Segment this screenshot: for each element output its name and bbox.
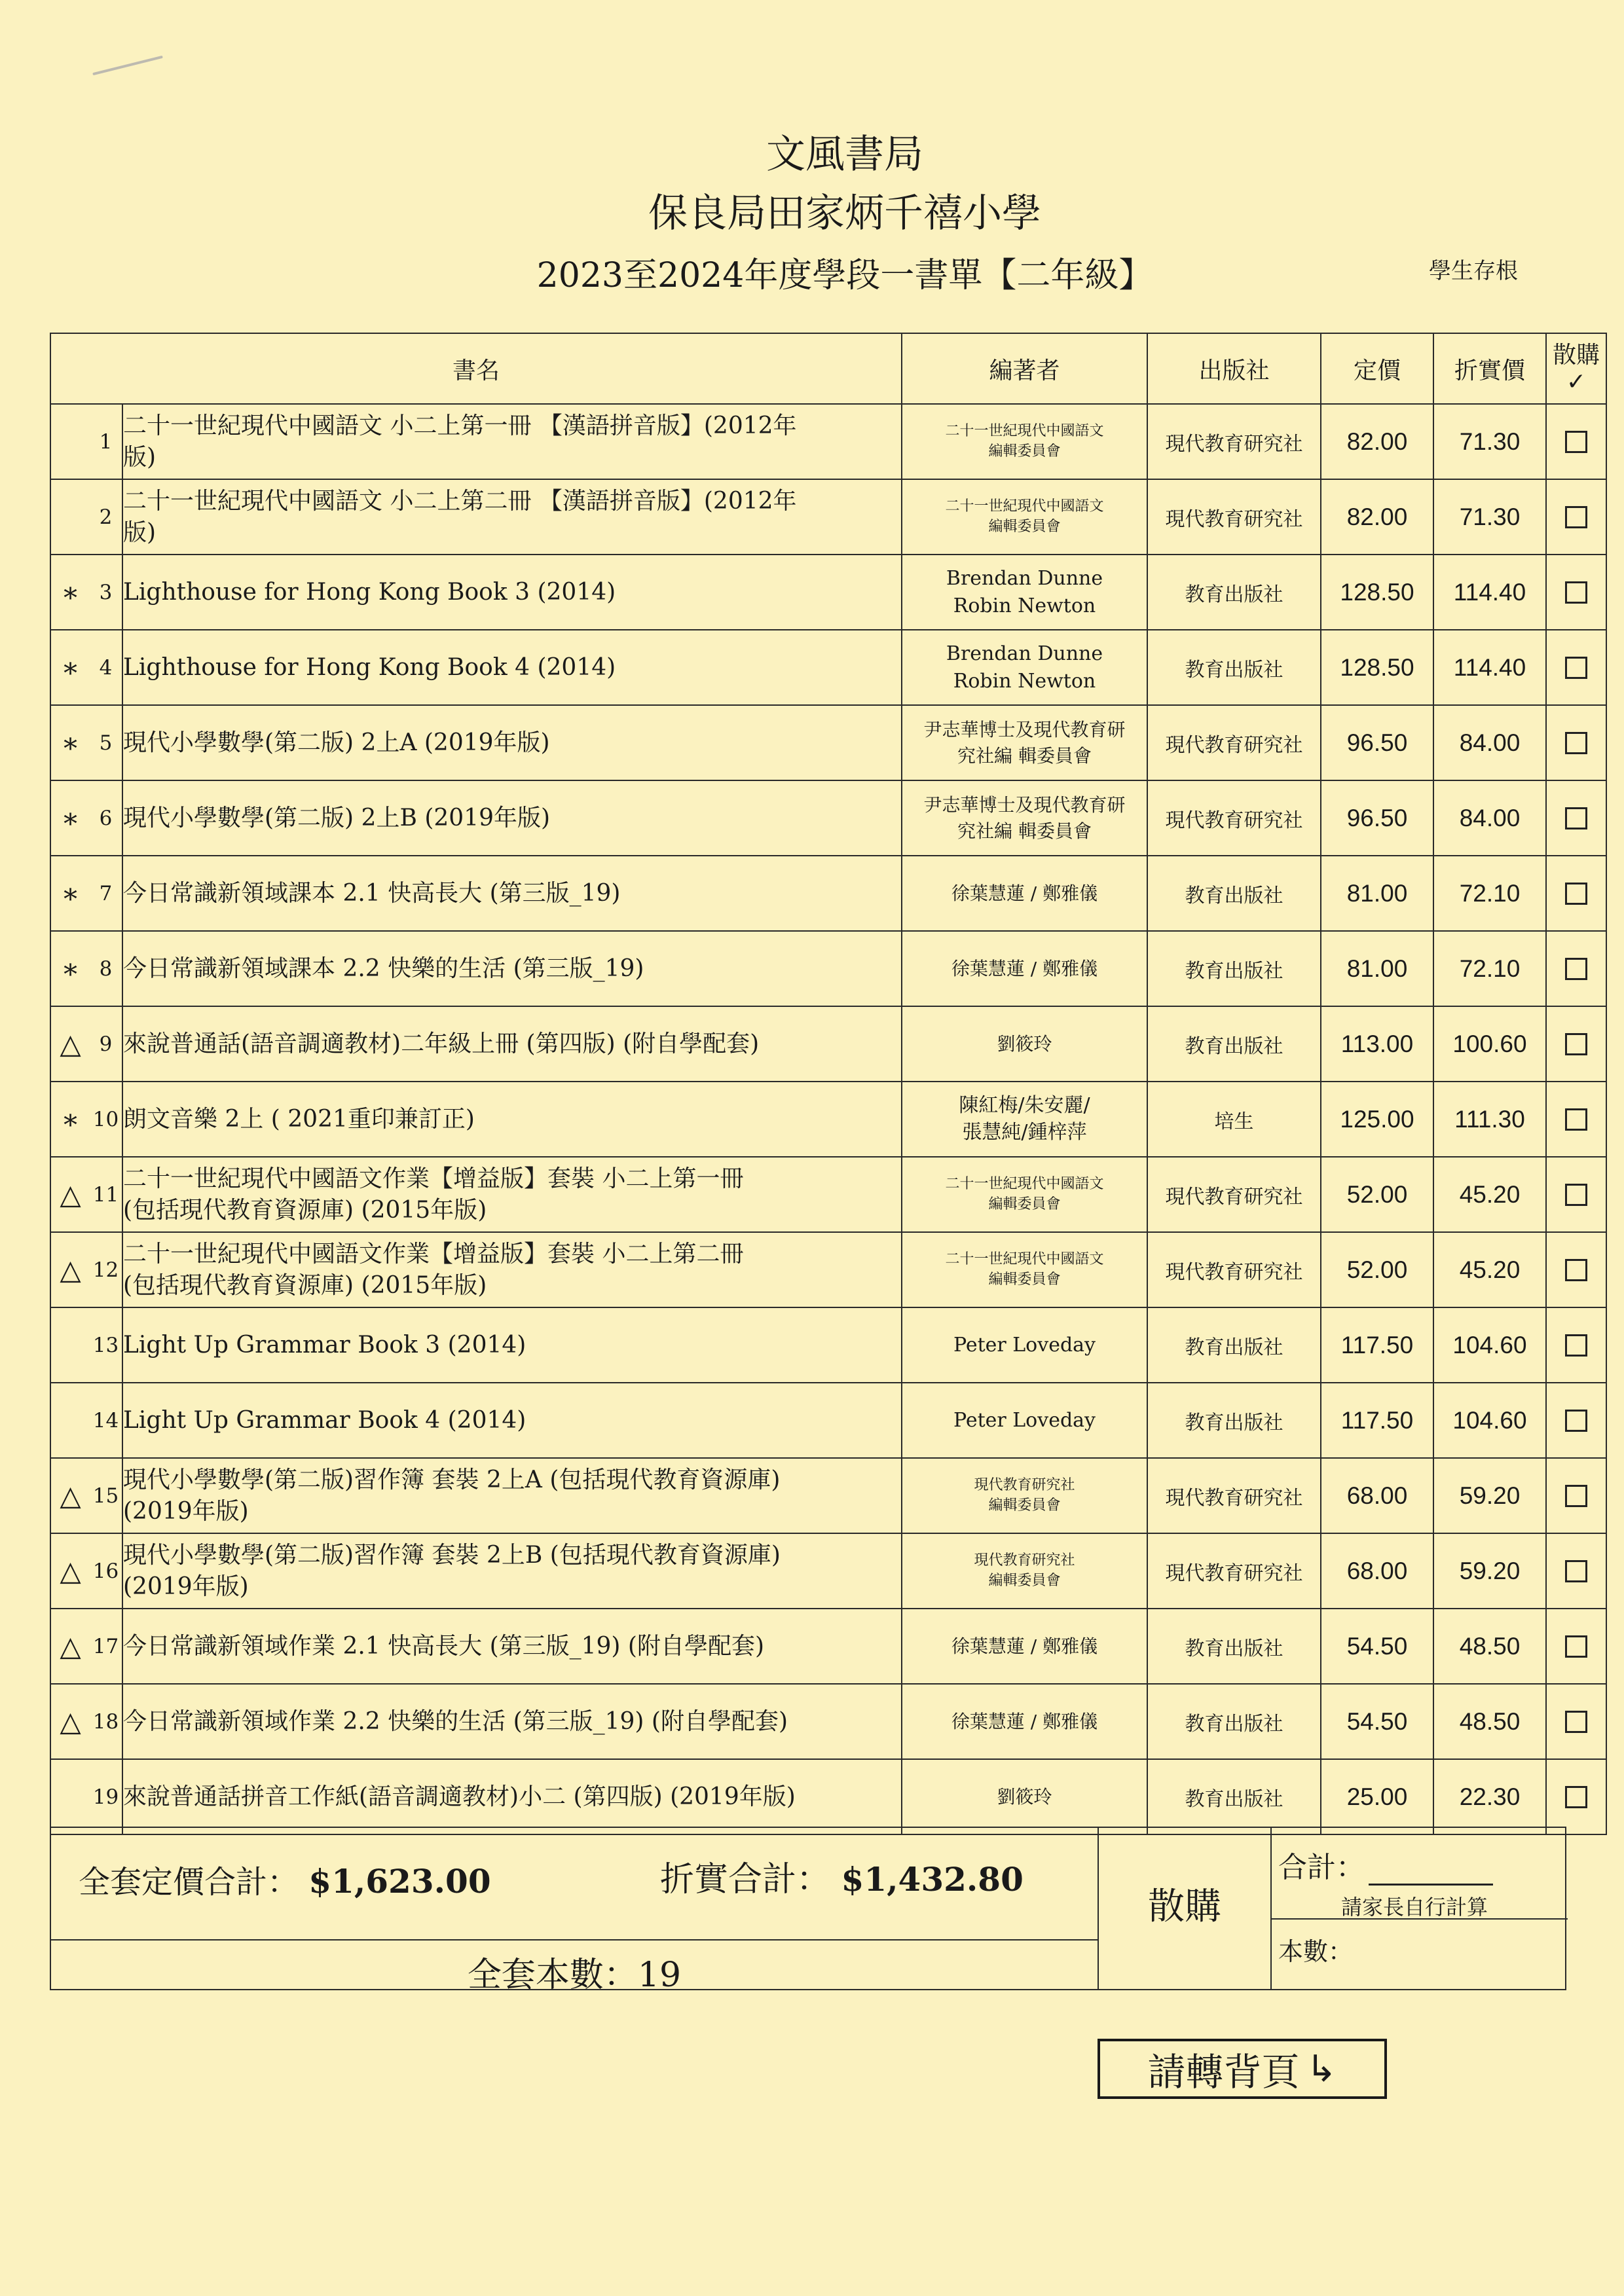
row-mark: ∗ xyxy=(50,705,90,780)
summary-box xyxy=(50,1827,1566,1995)
row-mark: △ xyxy=(50,1232,90,1307)
book-author xyxy=(902,1533,1147,1609)
book-title-line: 二十一世紀現代中國語文 小二上第一冊 【漢語拼音版】(2012年 xyxy=(123,412,797,439)
list-price: 25.00 xyxy=(1321,1759,1433,1834)
book-title xyxy=(122,1157,902,1232)
book-author xyxy=(902,1458,1147,1533)
optional-buy-checkbox[interactable] xyxy=(1565,657,1587,679)
table-row xyxy=(50,1232,1606,1307)
row-number: 4 xyxy=(90,630,122,705)
book-title xyxy=(122,1307,902,1383)
optional-buy-checkbox[interactable] xyxy=(1565,807,1587,829)
discount-price: 59.20 xyxy=(1433,1458,1546,1533)
row-mark: ∗ xyxy=(50,555,90,630)
row-mark xyxy=(50,1383,90,1458)
author-line: 究社編 輯委員會 xyxy=(957,820,1092,842)
book-author xyxy=(902,1684,1147,1759)
optional-buy-checkbox[interactable] xyxy=(1565,732,1587,754)
book-author xyxy=(902,1609,1147,1684)
book-publisher: 教育出版社 xyxy=(1147,1609,1321,1684)
book-title-line: 現代小學數學(第二版)習作簿 套裝 2上B (包括現代教育資源庫) xyxy=(123,1541,781,1569)
book-publisher: 現代教育研究社 xyxy=(1147,404,1321,479)
book-author xyxy=(902,555,1147,630)
book-title xyxy=(122,1609,902,1684)
book-title-line: 現代小學數學(第二版)習作簿 套裝 2上A (包括現代教育資源庫) xyxy=(123,1466,781,1493)
book-author xyxy=(902,1082,1147,1157)
optional-buy-checkbox[interactable] xyxy=(1565,883,1587,905)
optional-buy-checkbox[interactable] xyxy=(1565,1184,1587,1206)
col-header-list-price: 定價 xyxy=(1321,333,1433,404)
optional-buy-checkbox[interactable] xyxy=(1565,506,1587,528)
table-row xyxy=(50,1533,1606,1609)
discount-price: 104.60 xyxy=(1433,1383,1546,1458)
table-row xyxy=(50,856,1606,931)
book-title xyxy=(122,479,902,555)
discount-total-value: $1,432.80 xyxy=(841,1860,1024,1899)
list-price: 117.50 xyxy=(1321,1307,1433,1383)
author-line: Robin Newton xyxy=(953,669,1096,693)
row-mark: △ xyxy=(50,1533,90,1609)
author-line: 編輯委員會 xyxy=(988,518,1061,535)
book-title xyxy=(122,1759,902,1834)
row-mark: △ xyxy=(50,1458,90,1533)
book-publisher: 現代教育研究社 xyxy=(1147,1157,1321,1232)
row-mark: △ xyxy=(50,1006,90,1082)
author-line: Brendan Dunne xyxy=(946,642,1103,665)
discount-price: 72.10 xyxy=(1433,856,1546,931)
book-publisher: 現代教育研究社 xyxy=(1147,1232,1321,1307)
optional-buy-cell xyxy=(1546,1383,1606,1458)
book-title-line: (包括現代教育資源庫) (2015年版) xyxy=(123,1271,487,1299)
please-turn-over-label: 請轉背頁 xyxy=(1147,2050,1300,2094)
row-number: 16 xyxy=(90,1533,122,1609)
discount-price: 45.20 xyxy=(1433,1157,1546,1232)
book-author xyxy=(902,780,1147,856)
author-line: Peter Loveday xyxy=(953,1408,1096,1432)
table-row xyxy=(50,555,1606,630)
table-row xyxy=(50,1082,1606,1157)
book-publisher: 教育出版社 xyxy=(1147,1307,1321,1383)
author-line: 二十一世紀現代中國語文 xyxy=(945,422,1104,439)
row-mark: ∗ xyxy=(50,630,90,705)
book-publisher: 教育出版社 xyxy=(1147,856,1321,931)
book-publisher: 現代教育研究社 xyxy=(1147,479,1321,555)
please-turn-over xyxy=(1098,2039,1387,2099)
book-title-line: 現代小學數學(第二版) 2上A (2019年版) xyxy=(123,729,550,756)
author-line: Robin Newton xyxy=(953,594,1096,617)
table-row xyxy=(50,705,1606,780)
book-title xyxy=(122,1383,902,1458)
book-author xyxy=(902,404,1147,479)
book-author xyxy=(902,630,1147,705)
book-title xyxy=(122,705,902,780)
book-title-line: 朗文音樂 2上 ( 2021重印兼訂正) xyxy=(123,1105,475,1133)
list-price-total xyxy=(79,1857,491,1902)
row-number: 19 xyxy=(90,1759,122,1834)
list-price: 96.50 xyxy=(1321,780,1433,856)
row-number: 3 xyxy=(90,555,122,630)
author-line: 二十一世紀現代中國語文 xyxy=(945,498,1104,515)
row-mark xyxy=(50,479,90,555)
discount-price: 45.20 xyxy=(1433,1232,1546,1307)
subtotal-write-line[interactable] xyxy=(1369,1857,1493,1886)
col-header-discount-price: 折實價 xyxy=(1433,333,1546,404)
row-number: 14 xyxy=(90,1383,122,1458)
book-author xyxy=(902,1157,1147,1232)
book-publisher: 教育出版社 xyxy=(1147,1759,1321,1834)
author-line: 究社編 輯委員會 xyxy=(957,744,1092,767)
optional-buy-cell xyxy=(1546,1307,1606,1383)
row-number: 1 xyxy=(90,404,122,479)
discount-price: 114.40 xyxy=(1433,555,1546,630)
row-number: 2 xyxy=(90,479,122,555)
row-mark: ∗ xyxy=(50,931,90,1006)
book-title-line: Light Up Grammar Book 4 (2014) xyxy=(123,1406,526,1434)
book-title-line: 今日常識新領域課本 2.2 快樂的生活 (第三版_19) xyxy=(123,955,644,982)
author-line: 徐葉慧蓮 / 鄭雅儀 xyxy=(951,1635,1098,1657)
book-title xyxy=(122,630,902,705)
book-author xyxy=(902,479,1147,555)
book-title xyxy=(122,1458,902,1533)
optional-buy-summary-label: 散購 xyxy=(1148,1886,1221,1928)
book-title-line: 二十一世紀現代中國語文作業【增益版】套裝 小二上第二冊 xyxy=(123,1240,744,1267)
optional-buy-checkbox[interactable] xyxy=(1565,1711,1587,1733)
optional-buy-checkbox[interactable] xyxy=(1565,1108,1587,1131)
book-title xyxy=(122,1232,902,1307)
book-count xyxy=(51,1947,1098,1996)
author-line: 現代教育研究社 xyxy=(974,1552,1075,1569)
optional-buy-label: 散購 xyxy=(1552,341,1600,369)
book-title xyxy=(122,780,902,856)
book-title xyxy=(122,931,902,1006)
author-line: Peter Loveday xyxy=(953,1333,1096,1357)
optional-buy-cell xyxy=(1546,630,1606,705)
book-title xyxy=(122,555,902,630)
table-row xyxy=(50,404,1606,479)
book-title-line: Light Up Grammar Book 3 (2014) xyxy=(123,1331,526,1358)
author-line: 劉筱玲 xyxy=(997,1785,1052,1808)
book-title-line: 二十一世紀現代中國語文作業【增益版】套裝 小二上第一冊 xyxy=(123,1165,744,1192)
book-title-line: 今日常識新領域課本 2.1 快高長大 (第三版_19) xyxy=(123,879,621,907)
list-price: 81.00 xyxy=(1321,931,1433,1006)
discount-price: 59.20 xyxy=(1433,1533,1546,1609)
book-publisher: 現代教育研究社 xyxy=(1147,705,1321,780)
row-number: 9 xyxy=(90,1006,122,1082)
parent-calc-note: 請家長自行計算 xyxy=(1341,1895,1488,1920)
optional-buy-checkbox[interactable] xyxy=(1565,1259,1587,1281)
optional-buy-cell xyxy=(1546,780,1606,856)
discount-price: 111.30 xyxy=(1433,1082,1546,1157)
book-title xyxy=(122,404,902,479)
discount-price: 48.50 xyxy=(1433,1684,1546,1759)
list-price: 68.00 xyxy=(1321,1458,1433,1533)
list-price: 54.50 xyxy=(1321,1684,1433,1759)
discount-price: 48.50 xyxy=(1433,1609,1546,1684)
list-price: 128.50 xyxy=(1321,630,1433,705)
turn-arrow-icon: ↳ xyxy=(1306,2047,1337,2090)
book-title xyxy=(122,1533,902,1609)
row-number: 18 xyxy=(90,1684,122,1759)
list-price: 82.00 xyxy=(1321,479,1433,555)
optional-buy-checkbox[interactable] xyxy=(1565,1334,1587,1357)
author-line: 二十一世紀現代中國語文 xyxy=(945,1175,1104,1192)
optional-buy-cell xyxy=(1546,1759,1606,1834)
table-row xyxy=(50,1383,1606,1458)
row-number: 15 xyxy=(90,1458,122,1533)
optional-buy-cell xyxy=(1546,1609,1606,1684)
booklist-table xyxy=(50,333,1607,1835)
book-author xyxy=(902,705,1147,780)
optional-buy-checkbox[interactable] xyxy=(1565,958,1587,980)
list-price-total-value: $1,623.00 xyxy=(308,1862,491,1901)
book-title-line: 版) xyxy=(123,443,157,471)
table-row xyxy=(50,479,1606,555)
author-line: Brendan Dunne xyxy=(946,566,1103,590)
book-title xyxy=(122,856,902,931)
discount-total-label: 折實合計： xyxy=(660,1860,831,1899)
row-mark: ∗ xyxy=(50,780,90,856)
discount-price: 22.30 xyxy=(1433,1759,1546,1834)
optional-buy-checkbox[interactable] xyxy=(1565,1033,1587,1055)
optional-buy-cell xyxy=(1546,1684,1606,1759)
discount-price: 104.60 xyxy=(1433,1307,1546,1383)
table-row xyxy=(50,1157,1606,1232)
scan-mark xyxy=(92,56,163,75)
book-title-line: 現代小學數學(第二版) 2上B (2019年版) xyxy=(123,804,551,831)
row-number: 12 xyxy=(90,1232,122,1307)
book-author xyxy=(902,1383,1147,1458)
table-row xyxy=(50,931,1606,1006)
optional-buy-checkbox[interactable] xyxy=(1565,1786,1587,1808)
list-price: 54.50 xyxy=(1321,1609,1433,1684)
book-title-line: 二十一世紀現代中國語文 小二上第二冊 【漢語拼音版】(2012年 xyxy=(123,487,797,515)
author-line: 徐葉慧蓮 / 鄭雅儀 xyxy=(951,882,1098,904)
table-row xyxy=(50,1307,1606,1383)
author-line: 徐葉慧蓮 / 鄭雅儀 xyxy=(951,957,1098,979)
row-mark: △ xyxy=(50,1609,90,1684)
book-author xyxy=(902,1006,1147,1082)
optional-buy-cell xyxy=(1546,1458,1606,1533)
list-price: 96.50 xyxy=(1321,705,1433,780)
optional-subtotal-label: 合計： xyxy=(1278,1851,1365,1884)
book-author xyxy=(902,1759,1147,1834)
list-price: 52.00 xyxy=(1321,1232,1433,1307)
list-price: 52.00 xyxy=(1321,1157,1433,1232)
discount-price: 114.40 xyxy=(1433,630,1546,705)
row-number: 6 xyxy=(90,780,122,856)
book-author xyxy=(902,1307,1147,1383)
discount-total xyxy=(660,1851,1024,1901)
author-line: 徐葉慧蓮 / 鄭雅儀 xyxy=(951,1710,1098,1732)
list-price: 68.00 xyxy=(1321,1533,1433,1609)
book-title-line: 今日常識新領域作業 2.2 快樂的生活 (第三版_19) (附自學配套) xyxy=(123,1707,788,1735)
book-publisher: 教育出版社 xyxy=(1147,1383,1321,1458)
book-title-line: Lighthouse for Hong Kong Book 3 (2014) xyxy=(123,578,616,606)
row-number: 11 xyxy=(90,1157,122,1232)
discount-price: 72.10 xyxy=(1433,931,1546,1006)
optional-buy-checkbox[interactable] xyxy=(1565,1410,1587,1432)
table-row xyxy=(50,1006,1606,1082)
row-mark: ∗ xyxy=(50,856,90,931)
optional-buy-checkbox[interactable] xyxy=(1565,1635,1587,1658)
book-publisher: 教育出版社 xyxy=(1147,1684,1321,1759)
book-publisher: 教育出版社 xyxy=(1147,1006,1321,1082)
row-number: 17 xyxy=(90,1609,122,1684)
optional-buy-cell xyxy=(1546,856,1606,931)
author-line: 二十一世紀現代中國語文 xyxy=(945,1250,1104,1267)
book-title-line: (2019年版) xyxy=(123,1573,249,1600)
book-publisher: 培生 xyxy=(1147,1082,1321,1157)
row-mark: ∗ xyxy=(50,1082,90,1157)
row-number: 13 xyxy=(90,1307,122,1383)
book-author xyxy=(902,856,1147,931)
book-title xyxy=(122,1684,902,1759)
check-mark-icon: ✓ xyxy=(1566,369,1587,395)
col-header-publisher: 出版社 xyxy=(1147,333,1321,404)
book-count-label: 全套本數： xyxy=(467,1956,638,1995)
author-line: 編輯委員會 xyxy=(988,1195,1061,1212)
discount-price: 84.00 xyxy=(1433,705,1546,780)
list-price: 117.50 xyxy=(1321,1383,1433,1458)
table-row xyxy=(50,630,1606,705)
discount-price: 71.30 xyxy=(1433,404,1546,479)
school-name: 保良局田家炳千禧小學 xyxy=(648,191,1041,236)
list-price: 128.50 xyxy=(1321,555,1433,630)
optional-buy-cell xyxy=(1546,1157,1606,1232)
row-number: 7 xyxy=(90,856,122,931)
row-mark: △ xyxy=(50,1684,90,1759)
optional-buy-cell xyxy=(1546,1232,1606,1307)
row-number: 10 xyxy=(90,1082,122,1157)
author-line: 劉筱玲 xyxy=(997,1032,1052,1055)
book-title-line: 來說普通話(語音調適教材)二年級上冊 (第四版) (附自學配套) xyxy=(123,1030,760,1057)
list-price: 82.00 xyxy=(1321,404,1433,479)
optional-buy-cell xyxy=(1546,1006,1606,1082)
optional-buy-checkbox[interactable] xyxy=(1565,431,1587,453)
author-line: 編輯委員會 xyxy=(988,1271,1061,1288)
optional-buy-cell xyxy=(1546,555,1606,630)
book-publisher: 教育出版社 xyxy=(1147,931,1321,1006)
table-header-row xyxy=(50,333,1606,404)
book-author xyxy=(902,1232,1147,1307)
book-publisher: 現代教育研究社 xyxy=(1147,1533,1321,1609)
book-publisher: 現代教育研究社 xyxy=(1147,1458,1321,1533)
row-mark xyxy=(50,1307,90,1383)
summary-divider xyxy=(1270,1828,1272,1989)
table-row xyxy=(50,1458,1606,1533)
optional-buy-checkbox[interactable] xyxy=(1565,581,1587,604)
optional-buy-cell xyxy=(1546,1533,1606,1609)
table-row xyxy=(50,780,1606,856)
row-number: 8 xyxy=(90,931,122,1006)
book-publisher: 教育出版社 xyxy=(1147,630,1321,705)
summary-divider xyxy=(51,1939,1099,1941)
discount-price: 84.00 xyxy=(1433,780,1546,856)
book-publisher: 現代教育研究社 xyxy=(1147,780,1321,856)
optional-buy-checkbox[interactable] xyxy=(1565,1560,1587,1582)
booklist-title: 2023至2024年度學段一書單【二年級】 xyxy=(536,256,1153,295)
row-number: 5 xyxy=(90,705,122,780)
student-stub-label: 學生存根 xyxy=(1429,258,1518,284)
row-mark: △ xyxy=(50,1157,90,1232)
book-author xyxy=(902,931,1147,1006)
book-title xyxy=(122,1082,902,1157)
bookstore-name: 文風書局 xyxy=(766,132,923,177)
optional-buy-checkbox[interactable] xyxy=(1565,1485,1587,1507)
optional-buy-cell xyxy=(1546,931,1606,1006)
list-price-total-label: 全套定價合計： xyxy=(79,1864,299,1901)
author-line: 尹志華博士及現代教育研 xyxy=(923,719,1126,741)
book-title xyxy=(122,1006,902,1082)
row-mark xyxy=(50,404,90,479)
optional-buy-cell xyxy=(1546,404,1606,479)
book-title-line: 來說普通話拼音工作紙(語音調適教材)小二 (第四版) (2019年版) xyxy=(123,1783,796,1810)
list-price: 81.00 xyxy=(1321,856,1433,931)
book-title-line: 今日常識新領域作業 2.1 快高長大 (第三版_19) (附自學配套) xyxy=(123,1632,765,1660)
discount-price: 100.60 xyxy=(1433,1006,1546,1082)
optional-buy-cell xyxy=(1546,705,1606,780)
optional-buy-cell xyxy=(1546,479,1606,555)
book-count-value: 19 xyxy=(637,1956,682,1995)
table-row xyxy=(50,1609,1606,1684)
book-title-line: Lighthouse for Hong Kong Book 4 (2014) xyxy=(123,653,616,681)
optional-buy-cell xyxy=(1546,1082,1606,1157)
discount-price: 71.30 xyxy=(1433,479,1546,555)
author-line: 尹志華博士及現代教育研 xyxy=(923,794,1126,816)
col-header-title: 書名 xyxy=(50,333,902,404)
author-line: 編輯委員會 xyxy=(988,443,1061,460)
row-mark xyxy=(50,1759,90,1834)
optional-qty-label: 本數： xyxy=(1278,1937,1354,1966)
author-line: 編輯委員會 xyxy=(988,1572,1061,1589)
author-line: 陳紅梅/朱安麗/ xyxy=(959,1094,1090,1117)
col-header-author: 編著者 xyxy=(902,333,1147,404)
book-title-line: (包括現代教育資源庫) (2015年版) xyxy=(123,1196,487,1224)
table-row xyxy=(50,1684,1606,1759)
author-line: 張慧純/鍾梓萍 xyxy=(962,1120,1087,1144)
list-price: 125.00 xyxy=(1321,1082,1433,1157)
optional-subtotal xyxy=(1278,1844,1493,1886)
table-row xyxy=(50,1759,1606,1834)
list-price: 113.00 xyxy=(1321,1006,1433,1082)
col-header-optional-buy xyxy=(1546,333,1606,404)
author-line: 編輯委員會 xyxy=(988,1497,1061,1514)
book-publisher: 教育出版社 xyxy=(1147,555,1321,630)
book-title-line: (2019年版) xyxy=(123,1497,249,1525)
author-line: 現代教育研究社 xyxy=(974,1476,1075,1493)
book-title-line: 版) xyxy=(123,519,157,546)
